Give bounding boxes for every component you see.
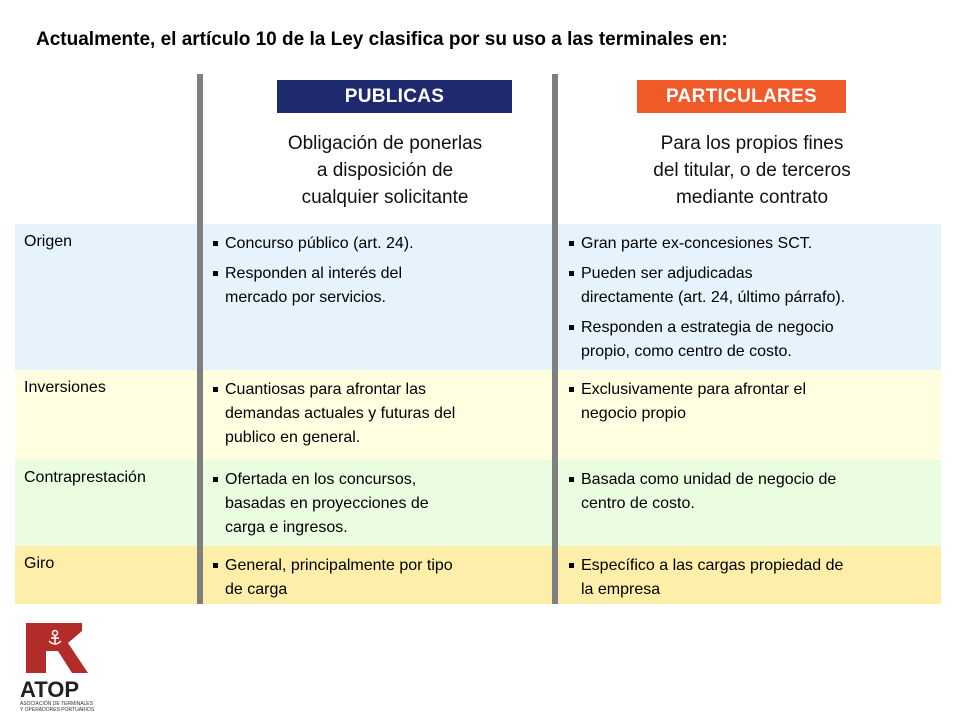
square-bullet-icon <box>213 563 218 568</box>
row-label: Contraprestación <box>24 469 146 486</box>
square-bullet-icon <box>569 387 574 392</box>
particulares-cell <box>567 468 937 516</box>
list-item: Responden al interés del mercado por servicios. <box>211 262 551 310</box>
row-label: Giro <box>24 555 55 572</box>
list-item: Exclusivamente para afrontar el negocio propio <box>567 378 937 426</box>
publicas-description-line: a disposición de <box>316 160 454 181</box>
publicas-description-line: Obligación de ponerlas <box>287 133 483 154</box>
table-row-contraprestacion <box>15 460 941 546</box>
table-row-giro <box>15 546 941 604</box>
table-row-origen <box>15 224 941 370</box>
list-item: Cuantiosas para afrontar las demandas actuales y futuras del publico en general. <box>211 378 551 450</box>
particulares-description-line: Para los propios fines <box>660 133 844 154</box>
publicas-cell <box>211 468 551 540</box>
list-item: Pueden ser adjudicadas directamente (art. 24, último párrafo). <box>567 262 937 310</box>
square-bullet-icon <box>213 387 218 392</box>
list-item: Específico a las cargas propiedad de la empresa <box>567 554 937 602</box>
particulares-cell <box>567 232 937 364</box>
row-label: Inversiones <box>24 379 106 396</box>
atop-anchor-logo-icon <box>20 619 92 677</box>
slide-title: Actualmente, el artículo 10 de la Ley clasifica por su uso a las terminales en: <box>36 29 728 50</box>
particulares-description <box>572 130 932 211</box>
particulares-cell <box>567 378 937 426</box>
square-bullet-icon <box>569 241 574 246</box>
particulares-description-line: mediante contrato <box>675 187 829 208</box>
list-item: Gran parte ex-concesiones SCT. <box>567 232 937 256</box>
publicas-cell <box>211 232 551 310</box>
square-bullet-icon <box>569 563 574 568</box>
atop-logo <box>20 619 95 715</box>
particulares-description-line: del titular, o de terceros <box>653 160 851 181</box>
column-divider-right <box>552 74 558 604</box>
square-bullet-icon <box>569 477 574 482</box>
square-bullet-icon <box>213 241 218 246</box>
square-bullet-icon <box>569 325 574 330</box>
table-row-inversiones <box>15 370 941 460</box>
list-item: Basada como unidad de negocio de centro de costo. <box>567 468 937 516</box>
logo-name: ATOP <box>20 677 80 702</box>
column-divider-left <box>197 74 203 604</box>
publicas-description <box>220 130 550 211</box>
list-item: Concurso público (art. 24). <box>211 232 551 256</box>
list-item: Responden a estrategia de negocio propio, como centro de costo. <box>567 316 937 364</box>
list-item: Ofertada en los concursos, basadas en proyecciones de carga e ingresos. <box>211 468 551 540</box>
list-item: General, principalmente por tipo de carga <box>211 554 551 602</box>
publicas-description-line: cualquier solicitante <box>301 187 469 208</box>
publicas-cell <box>211 554 551 602</box>
row-label: Origen <box>24 233 73 250</box>
square-bullet-icon <box>569 271 574 276</box>
publicas-header: PUBLICAS <box>277 80 512 113</box>
particulares-cell <box>567 554 937 602</box>
square-bullet-icon <box>213 271 218 276</box>
publicas-cell <box>211 378 551 450</box>
particulares-header: PARTICULARES <box>637 80 846 113</box>
logo-subtitle: ASOCIACIÓN DE TERMINALES Y OPERADORES PORTUARIOS <box>20 701 95 713</box>
square-bullet-icon <box>213 477 218 482</box>
